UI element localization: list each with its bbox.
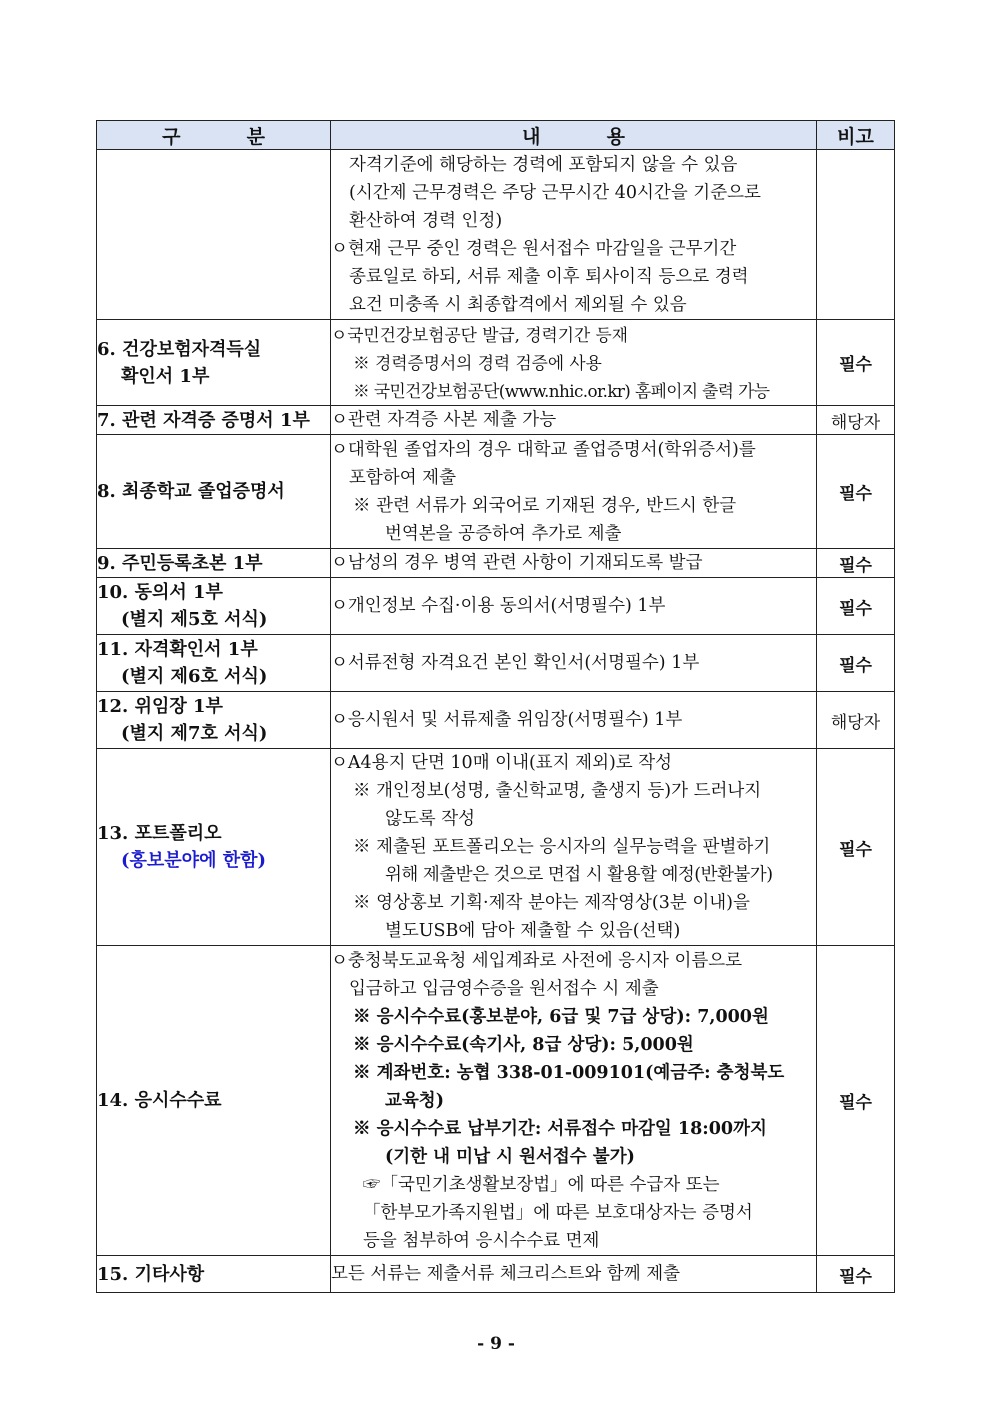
row-note: 필수 <box>817 749 895 946</box>
row-category <box>97 549 331 578</box>
row-category <box>97 150 331 320</box>
category-line: (별지 제6호 서식) <box>121 666 268 687</box>
row-content <box>331 749 817 946</box>
row-content <box>331 406 817 435</box>
category-line: 7. 관련 자격증 증명서 1부 <box>97 409 310 431</box>
content-line: ※ 국민건강보험공단(www.nhic.or.kr) 홈페이지 출력 가능 <box>353 380 770 401</box>
content-line: 요건 미충족 시 최종합격에서 제외될 수 있음 <box>349 294 687 315</box>
content-line: 입금하고 입금영수증을 원서접수 시 제출 <box>349 978 659 999</box>
content-line: ㅇA4용지 단면 10매 이내(표지 제외)로 작성 <box>331 753 673 773</box>
row-category <box>97 578 331 635</box>
category-line: 11. 자격확인서 1부 <box>97 639 258 660</box>
category-line: 12. 위임장 1부 <box>97 696 223 717</box>
row-note: 필수 <box>817 1256 895 1293</box>
row-category <box>97 1256 331 1293</box>
content-line: ※ 계좌번호: 농협 338-01-009101(예금주: 충청북도 <box>353 1062 785 1083</box>
content-line: 모든 서류는 제출서류 체크리스트와 함께 제출 <box>331 1264 681 1284</box>
category-line: 확인서 1부 <box>121 365 210 387</box>
content-line: 종료일로 하되, 서류 제출 이후 퇴사이직 등으로 경력 <box>349 266 749 287</box>
header-category: 구 분 <box>97 121 331 150</box>
content-line: ㅇ응시원서 및 서류제출 위임장(서명필수) 1부 <box>331 710 683 730</box>
header-content: 내 용 <box>331 121 817 150</box>
content-line: (기한 내 미납 시 원서접수 불가) <box>385 1146 635 1167</box>
row-content <box>331 549 817 578</box>
row-content <box>331 635 817 692</box>
content-line: 포함하여 제출 <box>349 467 456 488</box>
content-line: ※ 관련 서류가 외국어로 기재된 경우, 반드시 한글 <box>353 495 737 516</box>
table-row <box>97 749 895 946</box>
content-line: 위해 제출받은 것으로 면접 시 활용할 예정(반환불가) <box>385 865 773 885</box>
row-note: 필수 <box>817 549 895 578</box>
category-line: (별지 제5호 서식) <box>121 609 268 630</box>
row-content <box>331 150 817 320</box>
content-line: ㅇ현재 근무 중인 경력은 원서접수 마감일을 근무기간 <box>331 238 737 259</box>
category-line: 15. 기타사항 <box>97 1263 205 1285</box>
category-line: 6. 건강보험자격득실 <box>97 338 262 360</box>
table-row <box>97 406 895 435</box>
category-line: 10. 동의서 1부 <box>97 582 223 603</box>
row-content <box>331 946 817 1256</box>
content-line: ☞「국민기초생활보장법」에 따른 수급자 또는 <box>363 1174 720 1195</box>
content-line: ※ 응시수수료(홍보분야, 6급 및 7급 상당): 7,000원 <box>353 1006 769 1027</box>
row-note: 필수 <box>817 435 895 549</box>
row-content <box>331 1256 817 1293</box>
category-line: 14. 응시수수료 <box>97 1090 222 1111</box>
content-line: ㅇ충청북도교육청 세입계좌로 사전에 응시자 이름으로 <box>331 950 743 971</box>
content-line: ※ 경력증명서의 경력 검증에 사용 <box>353 352 602 373</box>
content-line: ㅇ남성의 경우 병역 관련 사항이 기재되도록 발급 <box>331 553 703 573</box>
row-category <box>97 635 331 692</box>
table-row <box>97 946 895 1256</box>
row-note: 필수 <box>817 578 895 635</box>
row-category <box>97 946 331 1256</box>
content-line: ㅇ관련 자격증 사본 제출 가능 <box>331 410 557 430</box>
content-line: ㅇ국민건강보험공단 발급, 경력기간 등재 <box>331 324 628 345</box>
row-category <box>97 435 331 549</box>
row-category <box>97 406 331 435</box>
content-line: ㅇ개인정보 수집·이용 동의서(서명필수) 1부 <box>331 596 666 616</box>
row-content <box>331 578 817 635</box>
content-line: ㅇ서류전형 자격요건 본인 확인서(서명필수) 1부 <box>331 653 700 673</box>
content-line: 교육청) <box>385 1090 444 1111</box>
content-line: ㅇ대학원 졸업자의 경우 대학교 졸업증명서(학위증서)를 <box>331 439 756 460</box>
content-line: (시간제 근무경력은 주당 근무시간 40시간을 기준으로 <box>349 182 761 203</box>
content-line: ※ 응시수수료 납부기간: 서류접수 마감일 18:00까지 <box>353 1118 767 1139</box>
content-line: 않도록 작성 <box>385 809 476 829</box>
category-line: (별지 제7호 서식) <box>121 723 268 744</box>
content-line: 환산하여 경력 인정) <box>349 210 503 231</box>
category-line: (홍보분야에 한함) <box>121 850 267 871</box>
table-row <box>97 578 895 635</box>
content-line: 등을 첨부하여 응시수수료 면제 <box>363 1230 600 1251</box>
content-line: ※ 개인정보(성명, 출신학교명, 출생지 등)가 드러나지 <box>353 781 762 801</box>
table-row <box>97 1256 895 1293</box>
row-category <box>97 320 331 406</box>
row-content <box>331 435 817 549</box>
category-line: 8. 최종학교 졸업증명서 <box>97 481 285 502</box>
document-table <box>96 120 895 1293</box>
table-header-row <box>97 121 895 150</box>
header-note: 비고 <box>817 121 895 150</box>
category-line: 9. 주민등록초본 1부 <box>97 552 263 574</box>
row-note <box>817 150 895 320</box>
content-line: 번역본을 공증하여 추가로 제출 <box>385 523 622 544</box>
content-line: 자격기준에 해당하는 경력에 포함되지 않을 수 있음 <box>349 154 738 175</box>
table-row <box>97 320 895 406</box>
content-line: 「한부모가족지원법」에 따른 보호대상자는 증명서 <box>363 1202 753 1223</box>
row-content <box>331 320 817 406</box>
table-row <box>97 635 895 692</box>
row-note: 해당자 <box>817 692 895 749</box>
category-line: 13. 포트폴리오 <box>97 823 222 844</box>
row-note: 필수 <box>817 635 895 692</box>
table-row <box>97 692 895 749</box>
row-category <box>97 749 331 946</box>
row-content <box>331 692 817 749</box>
table-row <box>97 549 895 578</box>
content-line: ※ 제출된 포트폴리오는 응시자의 실무능력을 판별하기 <box>353 837 771 857</box>
content-line: ※ 영상홍보 기획·제작 분야는 제작영상(3분 이내)을 <box>353 893 750 913</box>
row-note: 필수 <box>817 946 895 1256</box>
content-line: ※ 응시수수료(속기사, 8급 상당): 5,000원 <box>353 1034 694 1055</box>
content-line: 별도USB에 담아 제출할 수 있음(선택) <box>385 921 681 941</box>
table-row <box>97 150 895 320</box>
row-note: 해당자 <box>817 406 895 435</box>
table-row <box>97 435 895 549</box>
page-number: - 9 - <box>477 1334 515 1354</box>
row-note: 필수 <box>817 320 895 406</box>
row-category <box>97 692 331 749</box>
